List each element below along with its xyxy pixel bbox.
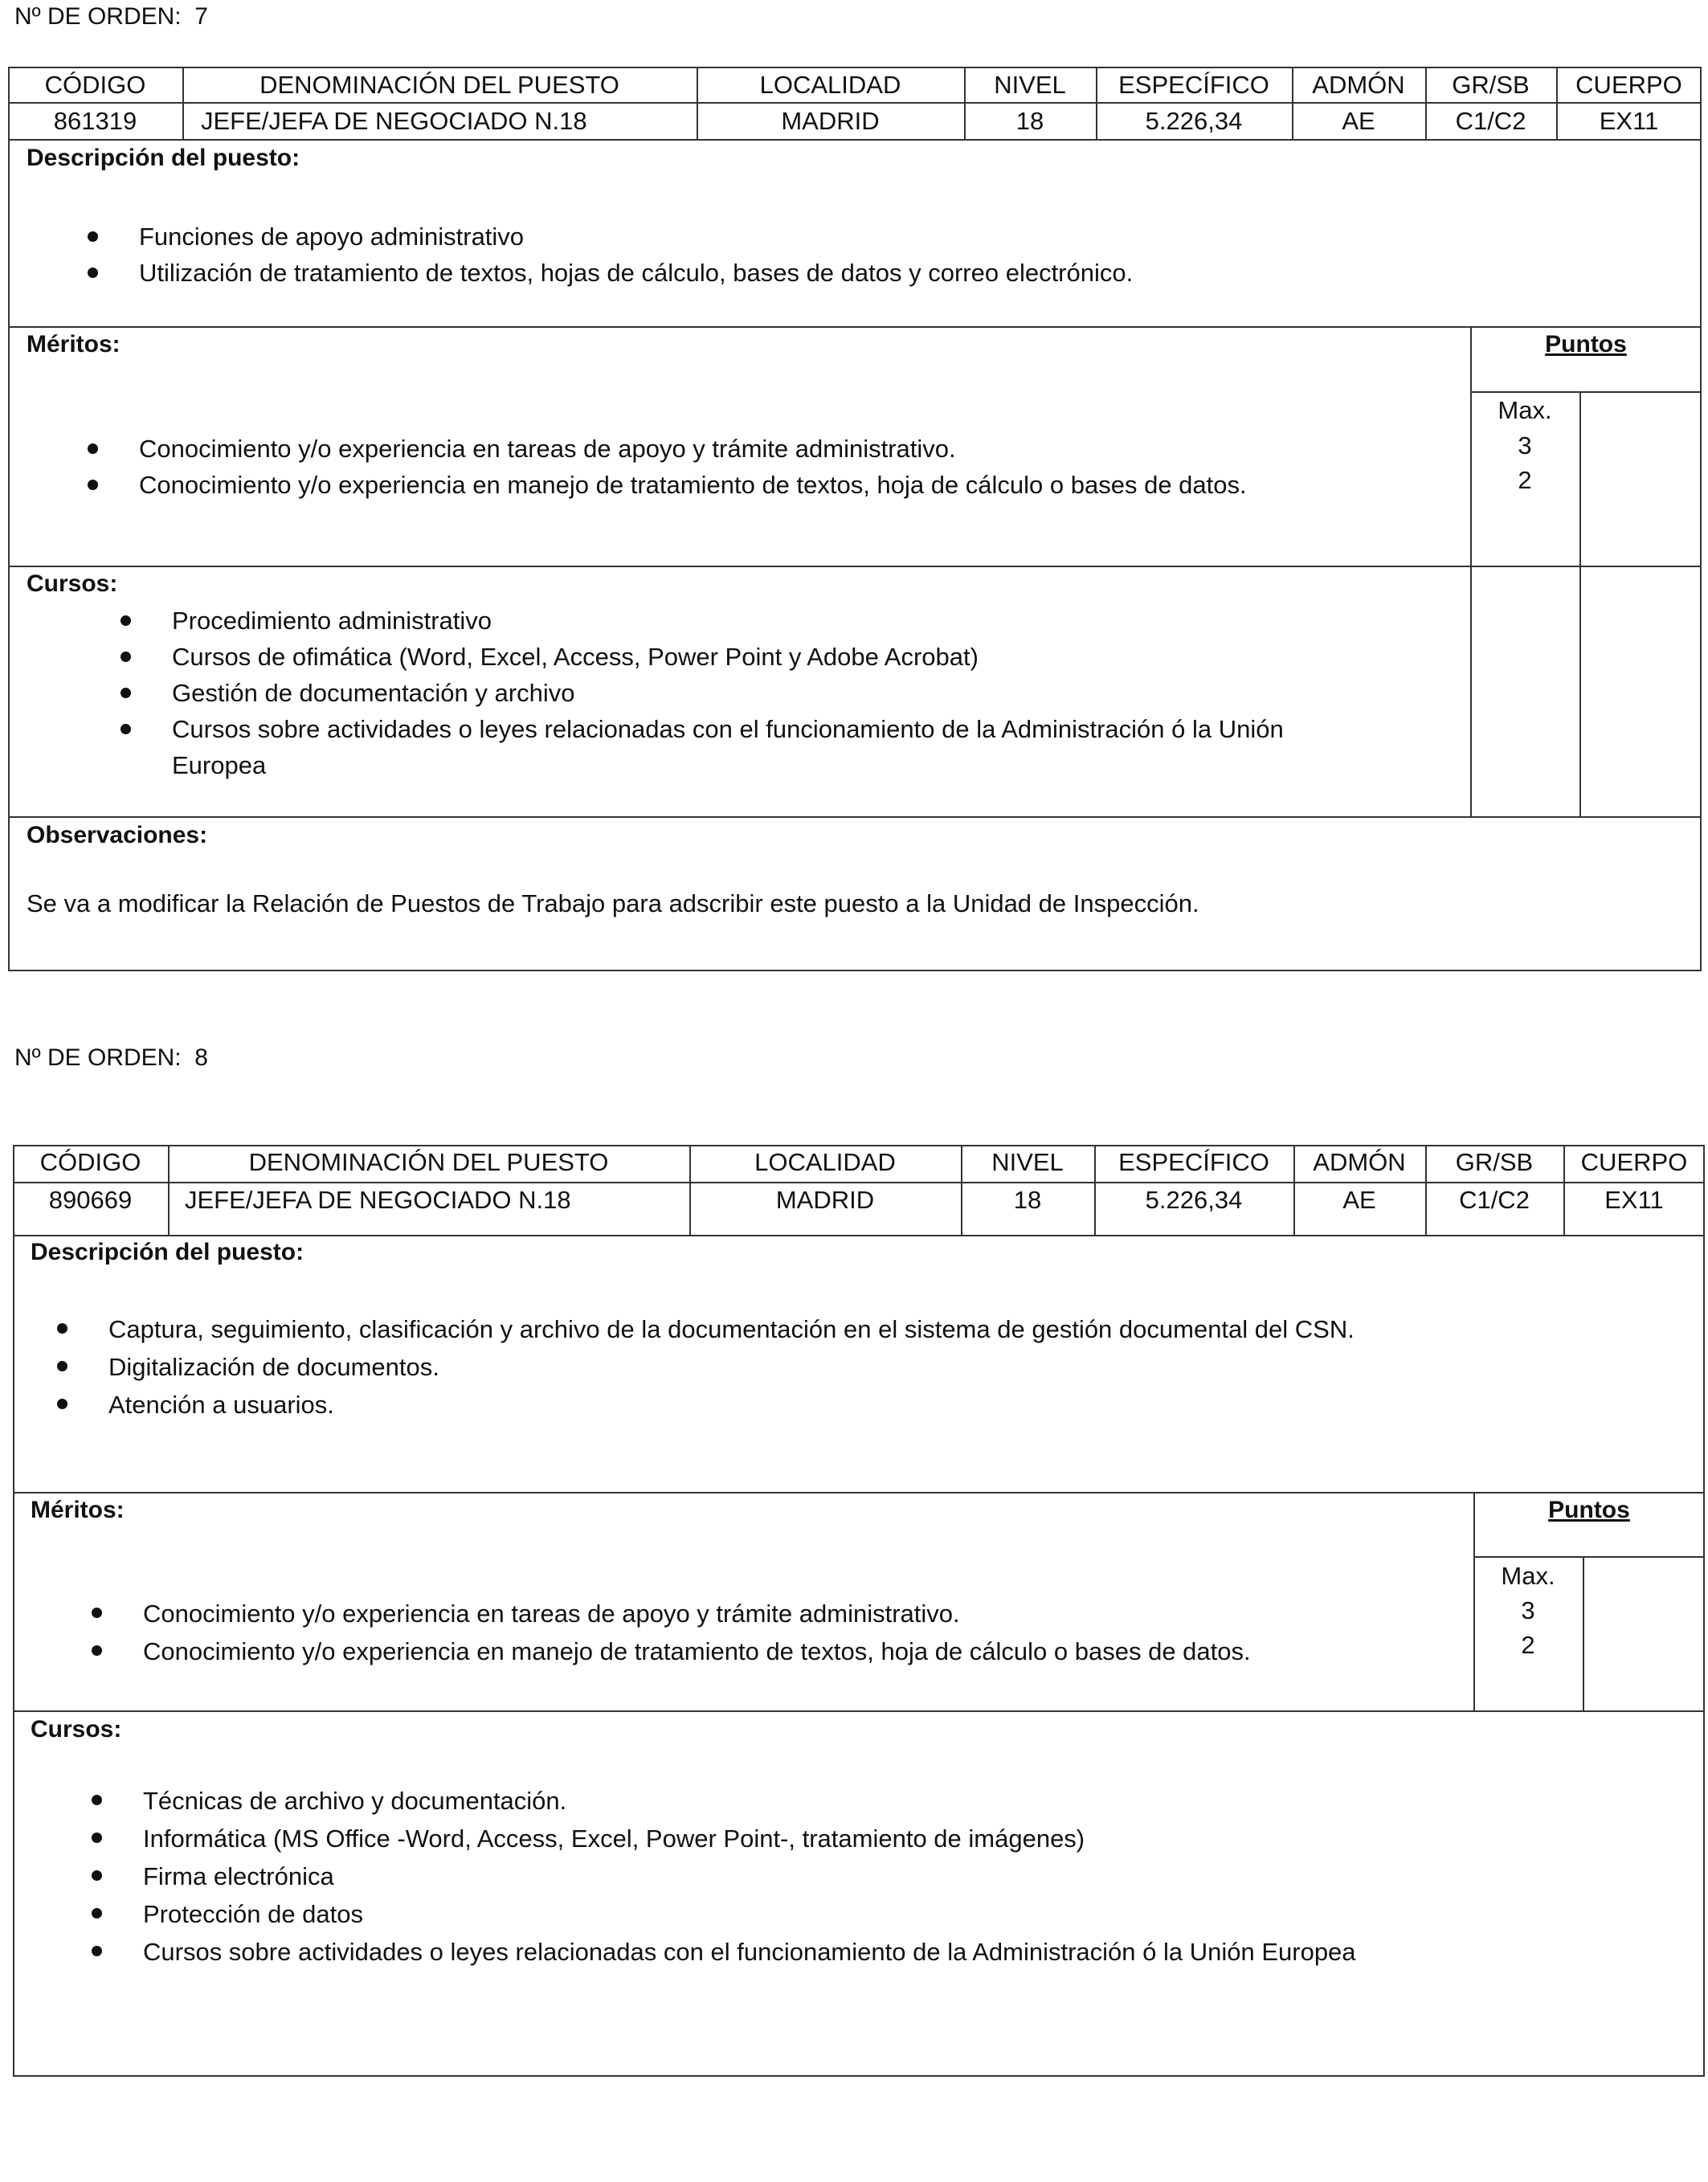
- cell-localidad: MADRID: [781, 107, 880, 135]
- cell-nivel: 18: [1013, 1186, 1042, 1214]
- meritos-label: Méritos:: [27, 331, 121, 358]
- max-label: Max.: [1501, 1562, 1555, 1590]
- cell-admon: AE: [1342, 107, 1375, 135]
- cell-localidad: MADRID: [775, 1186, 875, 1214]
- observaciones-label: Observaciones:: [27, 822, 208, 848]
- header-cuerpo: CUERPO: [1580, 1148, 1688, 1176]
- orden-7-label: Nº DE ORDEN: 7: [14, 3, 208, 30]
- cell-codigo: 861319: [53, 107, 137, 135]
- list-item: Funciones de apoyo administrativo: [139, 219, 1133, 255]
- cell-codigo: 890669: [48, 1186, 133, 1214]
- cell-cuerpo: EX11: [1604, 1186, 1664, 1214]
- puntos-value: 2: [1521, 1631, 1535, 1659]
- list-item: Captura, seguimiento, clasificación y archivo de la documentación en el sistema de gestión documental del CSN.: [108, 1310, 1355, 1348]
- header-grsb: GR/SB: [1455, 1148, 1534, 1176]
- header-grsb: GR/SB: [1452, 71, 1530, 99]
- meritos-list: [139, 431, 1247, 503]
- header-admon: ADMÓN: [1313, 1148, 1406, 1176]
- header-codigo: CÓDIGO: [39, 1148, 141, 1176]
- header-cuerpo: CUERPO: [1575, 71, 1682, 99]
- header-especifico: ESPECÍFICO: [1118, 1148, 1269, 1176]
- puntos-label: Puntos: [1548, 1497, 1630, 1523]
- cell-denominacion: JEFE/JEFA DE NEGOCIADO N.18: [185, 1186, 571, 1214]
- puntos-value: 3: [1518, 431, 1532, 460]
- puntos-label: Puntos: [1545, 331, 1627, 358]
- max-label: Max.: [1498, 396, 1552, 424]
- list-item: Conocimiento y/o experiencia en manejo de tratamiento de textos, hoja de cálculo o bases de datos.: [139, 467, 1247, 503]
- cell-grsb: C1/C2: [1459, 1186, 1530, 1214]
- list-item: Conocimiento y/o experiencia en manejo de tratamiento de textos, hoja de cálculo o bases de datos.: [143, 1632, 1251, 1670]
- list-item: Gestión de documentación y archivo: [172, 675, 1284, 711]
- cell-admon: AE: [1342, 1186, 1376, 1214]
- cursos-label: Cursos:: [31, 1716, 122, 1743]
- list-item: Cursos sobre actividades o leyes relacionadas con el funcionamiento de la Administración ó la Unión Europea: [143, 1933, 1356, 1971]
- header-nivel: NIVEL: [994, 71, 1066, 99]
- descripcion-list: [139, 219, 1133, 291]
- cursos-label: Cursos:: [27, 570, 118, 597]
- list-item-continuation: Europea: [172, 751, 267, 779]
- list-item: Atención a usuarios.: [108, 1386, 1355, 1424]
- header-denominacion: DENOMINACIÓN DEL PUESTO: [248, 1148, 609, 1176]
- cell-especifico: 5.226,34: [1145, 107, 1243, 135]
- list-item: Protección de datos: [143, 1895, 1356, 1933]
- list-item: Firma electrónica: [143, 1857, 1356, 1895]
- list-item: Utilización de tratamiento de textos, hojas de cálculo, bases de datos y correo electrónico.: [139, 255, 1133, 291]
- list-item: Cursos sobre actividades o leyes relacionadas con el funcionamiento de la Administración ó la Unión: [172, 711, 1284, 747]
- header-localidad: LOCALIDAD: [759, 71, 901, 99]
- cell-nivel: 18: [1015, 107, 1044, 135]
- cell-cuerpo: EX11: [1599, 107, 1659, 135]
- list-item: Cursos de ofimática (Word, Excel, Access, Power Point y Adobe Acrobat): [172, 639, 1284, 675]
- orden-8-label: Nº DE ORDEN: 8: [14, 1044, 208, 1071]
- cursos-list: [143, 1782, 1356, 1971]
- header-admon: ADMÓN: [1312, 71, 1405, 99]
- meritos-label: Méritos:: [31, 1497, 125, 1523]
- descripcion-label: Descripción del puesto:: [31, 1239, 304, 1265]
- header-especifico: ESPECÍFICO: [1118, 71, 1269, 99]
- list-item: Conocimiento y/o experiencia en tareas de apoyo y trámite administrativo.: [143, 1595, 1251, 1632]
- puntos-value: 2: [1518, 466, 1532, 494]
- list-item: Conocimiento y/o experiencia en tareas de apoyo y trámite administrativo.: [139, 431, 1247, 467]
- list-item: Digitalización de documentos.: [108, 1348, 1355, 1386]
- descripcion-label: Descripción del puesto:: [27, 145, 300, 171]
- puntos-value: 3: [1521, 1596, 1535, 1624]
- header-codigo: CÓDIGO: [44, 71, 146, 99]
- list-item: Informática (MS Office -Word, Access, Excel, Power Point-, tratamiento de imágenes): [143, 1820, 1356, 1857]
- cell-grsb: C1/C2: [1455, 107, 1526, 135]
- meritos-list: [143, 1595, 1251, 1670]
- header-localidad: LOCALIDAD: [754, 1148, 896, 1176]
- list-item: Técnicas de archivo y documentación.: [143, 1782, 1356, 1820]
- cell-especifico: 5.226,34: [1145, 1186, 1243, 1214]
- header-nivel: NIVEL: [991, 1148, 1064, 1176]
- puesto-7-table: [8, 67, 1702, 971]
- descripcion-list: [108, 1310, 1355, 1424]
- header-denominacion: DENOMINACIÓN DEL PUESTO: [259, 71, 619, 99]
- cell-denominacion: JEFE/JEFA DE NEGOCIADO N.18: [201, 107, 587, 135]
- observaciones-text: Se va a modificar la Relación de Puestos de Trabajo para adscribir este puesto a la Unidad de Inspección.: [27, 889, 1199, 917]
- cursos-list: [172, 603, 1284, 783]
- list-item: Procedimiento administrativo: [172, 603, 1284, 639]
